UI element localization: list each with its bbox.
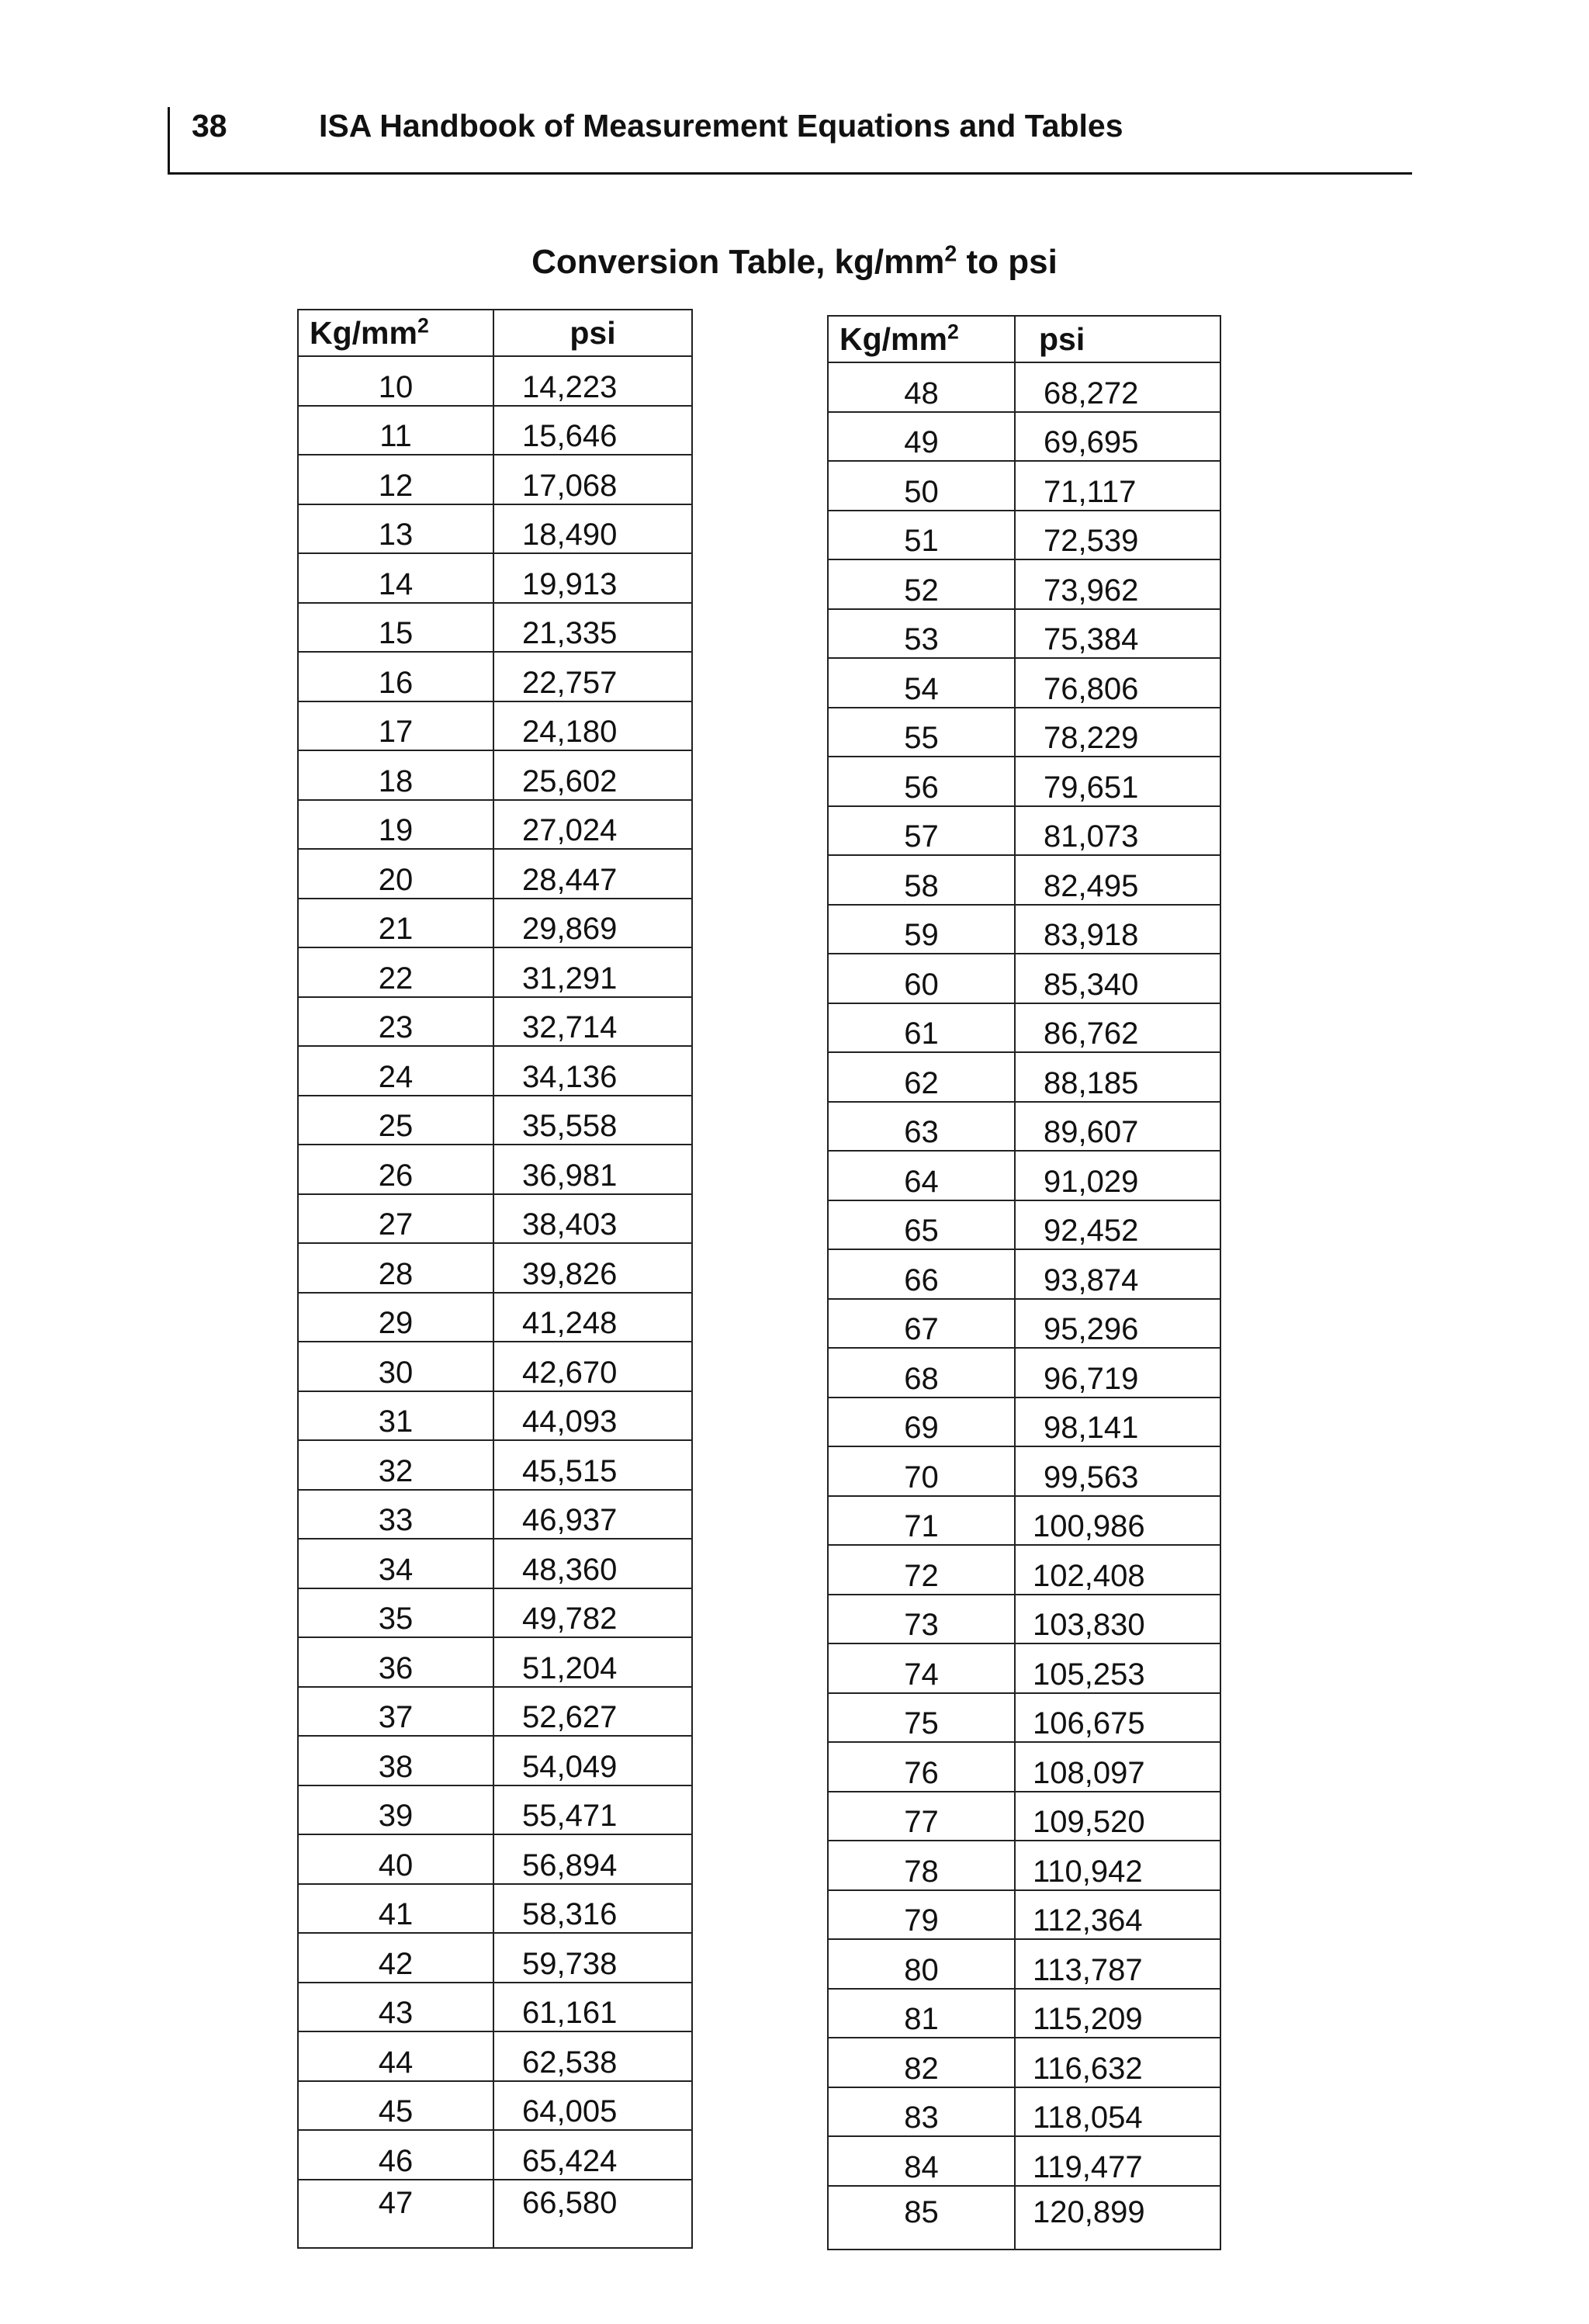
psi-value: 14,223 (493, 356, 692, 406)
psi-value: 116,632 (1015, 2038, 1220, 2087)
table-row (298, 1736, 692, 1785)
psi-value: 24,180 (493, 701, 692, 751)
psi-value: 113,787 (1015, 1939, 1220, 1989)
kg-mm2-value: 12 (298, 455, 493, 504)
table-row (298, 1785, 692, 1835)
kg-mm2-value: 45 (298, 2081, 493, 2131)
kg-mm2-value: 52 (828, 559, 1015, 609)
kg-mm2-value: 16 (298, 652, 493, 701)
kg-mm2-value: 57 (828, 806, 1015, 856)
kg-mm2-value: 47 (298, 2180, 493, 2248)
table-row (298, 1539, 692, 1588)
psi-value: 31,291 (493, 947, 692, 997)
table-row (828, 1643, 1220, 1693)
table-row (298, 504, 692, 554)
psi-value: 68,272 (1015, 362, 1220, 412)
table-row (298, 1145, 692, 1194)
kg-mm2-value: 61 (828, 1003, 1015, 1053)
psi-value: 44,093 (493, 1391, 692, 1441)
table-row (828, 1200, 1220, 1250)
psi-value: 21,335 (493, 603, 692, 653)
kg-mm2-value: 49 (828, 412, 1015, 462)
column-header-kg-mm2 (828, 316, 1015, 362)
kg-mm2-value: 85 (828, 2186, 1015, 2250)
kg-mm2-value: 18 (298, 750, 493, 800)
kg-mm2-value: 40 (298, 1834, 493, 1884)
psi-value: 49,782 (493, 1588, 692, 1638)
psi-value: 35,558 (493, 1096, 692, 1145)
table-row (828, 362, 1220, 412)
kg-superscript: 2 (947, 320, 959, 344)
table-row (298, 1637, 692, 1687)
table-header-row (298, 310, 692, 356)
table-row (828, 1939, 1220, 1989)
psi-value: 29,869 (493, 899, 692, 948)
psi-value: 32,714 (493, 997, 692, 1047)
kg-mm2-value: 35 (298, 1588, 493, 1638)
psi-value: 38,403 (493, 1194, 692, 1244)
table-row (828, 1742, 1220, 1792)
kg-mm2-value: 33 (298, 1490, 493, 1540)
table-row (828, 1841, 1220, 1890)
kg-mm2-value: 11 (298, 406, 493, 455)
table-title-main: Conversion Table, kg/mm (531, 243, 945, 281)
kg-mm2-value: 68 (828, 1348, 1015, 1398)
table-row (298, 2130, 692, 2180)
table-row (828, 1890, 1220, 1940)
psi-value: 106,675 (1015, 1693, 1220, 1743)
psi-value: 78,229 (1015, 708, 1220, 757)
table-row (298, 1884, 692, 1934)
psi-value: 119,477 (1015, 2136, 1220, 2186)
table-row (298, 1687, 692, 1737)
psi-value: 98,141 (1015, 1398, 1220, 1447)
table-row (298, 750, 692, 800)
kg-mm2-value: 82 (828, 2038, 1015, 2087)
table-row (828, 559, 1220, 609)
psi-value: 28,447 (493, 849, 692, 899)
kg-mm2-value: 44 (298, 2031, 493, 2081)
kg-mm2-value: 20 (298, 849, 493, 899)
psi-value: 41,248 (493, 1293, 692, 1342)
psi-value: 64,005 (493, 2081, 692, 2131)
column-header-psi: psi (493, 310, 692, 356)
table-row (828, 609, 1220, 659)
kg-mm2-value: 74 (828, 1643, 1015, 1693)
table-row (828, 757, 1220, 806)
table-row (298, 2031, 692, 2081)
kg-mm2-value: 13 (298, 504, 493, 554)
table-title (0, 241, 1589, 284)
kg-mm2-value: 81 (828, 1989, 1015, 2038)
table-row (298, 1293, 692, 1342)
psi-value: 45,515 (493, 1440, 692, 1490)
kg-mm2-value: 64 (828, 1151, 1015, 1200)
table-row (828, 2186, 1220, 2250)
psi-value: 89,607 (1015, 1102, 1220, 1152)
kg-mm2-value: 17 (298, 701, 493, 751)
kg-label: Kg/mm (840, 321, 947, 357)
psi-value: 42,670 (493, 1342, 692, 1391)
psi-value: 115,209 (1015, 1989, 1220, 2038)
table-row (298, 1342, 692, 1391)
kg-mm2-value: 71 (828, 1496, 1015, 1546)
kg-mm2-value: 65 (828, 1200, 1015, 1250)
kg-mm2-value: 46 (298, 2130, 493, 2180)
psi-value: 88,185 (1015, 1052, 1220, 1102)
psi-value: 93,874 (1015, 1249, 1220, 1299)
kg-mm2-value: 43 (298, 1983, 493, 2032)
kg-mm2-value: 21 (298, 899, 493, 948)
kg-mm2-value: 19 (298, 800, 493, 850)
psi-value: 79,651 (1015, 757, 1220, 806)
psi-value: 102,408 (1015, 1545, 1220, 1595)
kg-mm2-value: 69 (828, 1398, 1015, 1447)
kg-mm2-value: 58 (828, 855, 1015, 905)
column-header-psi: psi (1015, 316, 1220, 362)
table-row (828, 954, 1220, 1003)
table-row (298, 947, 692, 997)
kg-mm2-value: 27 (298, 1194, 493, 1244)
table-row (828, 412, 1220, 462)
kg-mm2-value: 54 (828, 658, 1015, 708)
table-row (828, 2038, 1220, 2087)
table-row (298, 652, 692, 701)
table-row (298, 1834, 692, 1884)
table-row (828, 1792, 1220, 1841)
psi-value: 25,602 (493, 750, 692, 800)
kg-superscript: 2 (417, 313, 429, 338)
kg-mm2-value: 67 (828, 1299, 1015, 1349)
table-row (828, 1102, 1220, 1152)
kg-mm2-value: 73 (828, 1595, 1015, 1644)
psi-value: 48,360 (493, 1539, 692, 1588)
kg-mm2-value: 83 (828, 2087, 1015, 2137)
kg-mm2-value: 60 (828, 954, 1015, 1003)
psi-value: 73,962 (1015, 559, 1220, 609)
kg-mm2-value: 37 (298, 1687, 493, 1737)
kg-mm2-value: 50 (828, 461, 1015, 511)
table-row (298, 1194, 692, 1244)
kg-mm2-value: 28 (298, 1243, 493, 1293)
psi-value: 65,424 (493, 2130, 692, 2180)
psi-value: 59,738 (493, 1933, 692, 1983)
kg-mm2-value: 48 (828, 362, 1015, 412)
kg-mm2-value: 39 (298, 1785, 493, 1835)
table-row (298, 1490, 692, 1540)
table-row (298, 2081, 692, 2131)
table-row (828, 1151, 1220, 1200)
psi-value: 55,471 (493, 1785, 692, 1835)
running-title: ISA Handbook of Measurement Equations and Tables (319, 108, 1123, 144)
psi-value: 52,627 (493, 1687, 692, 1737)
table-row (828, 461, 1220, 511)
table-row (298, 553, 692, 603)
table-row (828, 855, 1220, 905)
table-row (298, 1391, 692, 1441)
table-row (298, 899, 692, 948)
psi-value: 72,539 (1015, 511, 1220, 560)
table-row (298, 1096, 692, 1145)
kg-mm2-value: 80 (828, 1939, 1015, 1989)
kg-mm2-value: 30 (298, 1342, 493, 1391)
table-row (298, 1588, 692, 1638)
kg-mm2-value: 70 (828, 1446, 1015, 1496)
table-row (828, 1496, 1220, 1546)
table-row (298, 849, 692, 899)
table-row (828, 1693, 1220, 1743)
kg-label: Kg/mm (310, 315, 417, 351)
psi-value: 66,580 (493, 2180, 692, 2248)
psi-value: 46,937 (493, 1490, 692, 1540)
psi-value: 56,894 (493, 1834, 692, 1884)
table-row (298, 406, 692, 455)
table-row (298, 1983, 692, 2032)
psi-value: 83,918 (1015, 905, 1220, 954)
table-row (298, 1933, 692, 1983)
table-row (298, 356, 692, 406)
kg-mm2-value: 29 (298, 1293, 493, 1342)
kg-mm2-value: 36 (298, 1637, 493, 1687)
kg-mm2-value: 31 (298, 1391, 493, 1441)
kg-mm2-value: 42 (298, 1933, 493, 1983)
psi-value: 22,757 (493, 652, 692, 701)
kg-mm2-value: 78 (828, 1841, 1015, 1890)
psi-value: 99,563 (1015, 1446, 1220, 1496)
psi-value: 91,029 (1015, 1151, 1220, 1200)
table-title-superscript: 2 (944, 241, 957, 267)
psi-value: 92,452 (1015, 1200, 1220, 1250)
page-header (168, 107, 1412, 175)
table-row (298, 1046, 692, 1096)
kg-mm2-value: 72 (828, 1545, 1015, 1595)
psi-value: 96,719 (1015, 1348, 1220, 1398)
conversion-table-left (297, 309, 693, 2249)
psi-value: 18,490 (493, 504, 692, 554)
table-row (828, 2136, 1220, 2186)
kg-mm2-value: 34 (298, 1539, 493, 1588)
psi-value: 76,806 (1015, 658, 1220, 708)
psi-value: 105,253 (1015, 1643, 1220, 1693)
kg-mm2-value: 38 (298, 1736, 493, 1785)
psi-value: 62,538 (493, 2031, 692, 2081)
psi-value: 82,495 (1015, 855, 1220, 905)
kg-mm2-value: 63 (828, 1102, 1015, 1152)
kg-mm2-value: 22 (298, 947, 493, 997)
table-row (828, 658, 1220, 708)
psi-value: 75,384 (1015, 609, 1220, 659)
psi-value: 81,073 (1015, 806, 1220, 856)
kg-mm2-value: 66 (828, 1249, 1015, 1299)
psi-value: 85,340 (1015, 954, 1220, 1003)
table-row (298, 1440, 692, 1490)
table-row (828, 1398, 1220, 1447)
psi-value: 39,826 (493, 1243, 692, 1293)
table-title-suffix: to psi (957, 243, 1058, 281)
psi-value: 61,161 (493, 1983, 692, 2032)
table-row (828, 511, 1220, 560)
kg-mm2-value: 75 (828, 1693, 1015, 1743)
table-row (828, 1052, 1220, 1102)
kg-mm2-value: 14 (298, 553, 493, 603)
table-body-right (828, 362, 1220, 2250)
psi-value: 110,942 (1015, 1841, 1220, 1890)
kg-mm2-value: 76 (828, 1742, 1015, 1792)
kg-mm2-value: 26 (298, 1145, 493, 1194)
kg-mm2-value: 51 (828, 511, 1015, 560)
psi-value: 103,830 (1015, 1595, 1220, 1644)
kg-mm2-value: 24 (298, 1046, 493, 1096)
psi-value: 118,054 (1015, 2087, 1220, 2137)
psi-value: 100,986 (1015, 1496, 1220, 1546)
kg-mm2-value: 77 (828, 1792, 1015, 1841)
kg-mm2-value: 84 (828, 2136, 1015, 2186)
column-header-kg-mm2 (298, 310, 493, 356)
table-row (828, 905, 1220, 954)
kg-mm2-value: 25 (298, 1096, 493, 1145)
table-row (828, 1595, 1220, 1644)
psi-value: 120,899 (1015, 2186, 1220, 2250)
table-row (828, 2087, 1220, 2137)
kg-mm2-value: 56 (828, 757, 1015, 806)
kg-mm2-value: 79 (828, 1890, 1015, 1940)
psi-value: 27,024 (493, 800, 692, 850)
kg-mm2-value: 62 (828, 1052, 1015, 1102)
table-row (298, 701, 692, 751)
psi-value: 95,296 (1015, 1299, 1220, 1349)
psi-value: 86,762 (1015, 1003, 1220, 1053)
page-number: 38 (192, 108, 227, 144)
psi-value: 36,981 (493, 1145, 692, 1194)
kg-mm2-value: 15 (298, 603, 493, 653)
psi-value: 15,646 (493, 406, 692, 455)
table-row (298, 800, 692, 850)
table-row (828, 1003, 1220, 1053)
table-row (298, 997, 692, 1047)
table-row (828, 806, 1220, 856)
psi-value: 54,049 (493, 1736, 692, 1785)
psi-value: 109,520 (1015, 1792, 1220, 1841)
psi-value: 71,117 (1015, 461, 1220, 511)
psi-value: 34,136 (493, 1046, 692, 1096)
kg-mm2-value: 55 (828, 708, 1015, 757)
table-row (828, 1545, 1220, 1595)
psi-value: 108,097 (1015, 1742, 1220, 1792)
table-header-row (828, 316, 1220, 362)
psi-value: 51,204 (493, 1637, 692, 1687)
table-body-left (298, 356, 692, 2248)
kg-mm2-value: 32 (298, 1440, 493, 1490)
kg-mm2-value: 59 (828, 905, 1015, 954)
psi-value: 112,364 (1015, 1890, 1220, 1940)
table-row (828, 708, 1220, 757)
kg-mm2-value: 41 (298, 1884, 493, 1934)
table-row (828, 1348, 1220, 1398)
kg-mm2-value: 53 (828, 609, 1015, 659)
table-row (298, 1243, 692, 1293)
table-row (828, 1299, 1220, 1349)
table-row (828, 1249, 1220, 1299)
psi-value: 58,316 (493, 1884, 692, 1934)
table-row (298, 455, 692, 504)
psi-value: 19,913 (493, 553, 692, 603)
psi-value: 69,695 (1015, 412, 1220, 462)
table-row (828, 1446, 1220, 1496)
kg-mm2-value: 10 (298, 356, 493, 406)
kg-mm2-value: 23 (298, 997, 493, 1047)
table-row (828, 1989, 1220, 2038)
conversion-table-right (827, 315, 1221, 2250)
table-row (298, 603, 692, 653)
table-row (298, 2180, 692, 2248)
psi-value: 17,068 (493, 455, 692, 504)
